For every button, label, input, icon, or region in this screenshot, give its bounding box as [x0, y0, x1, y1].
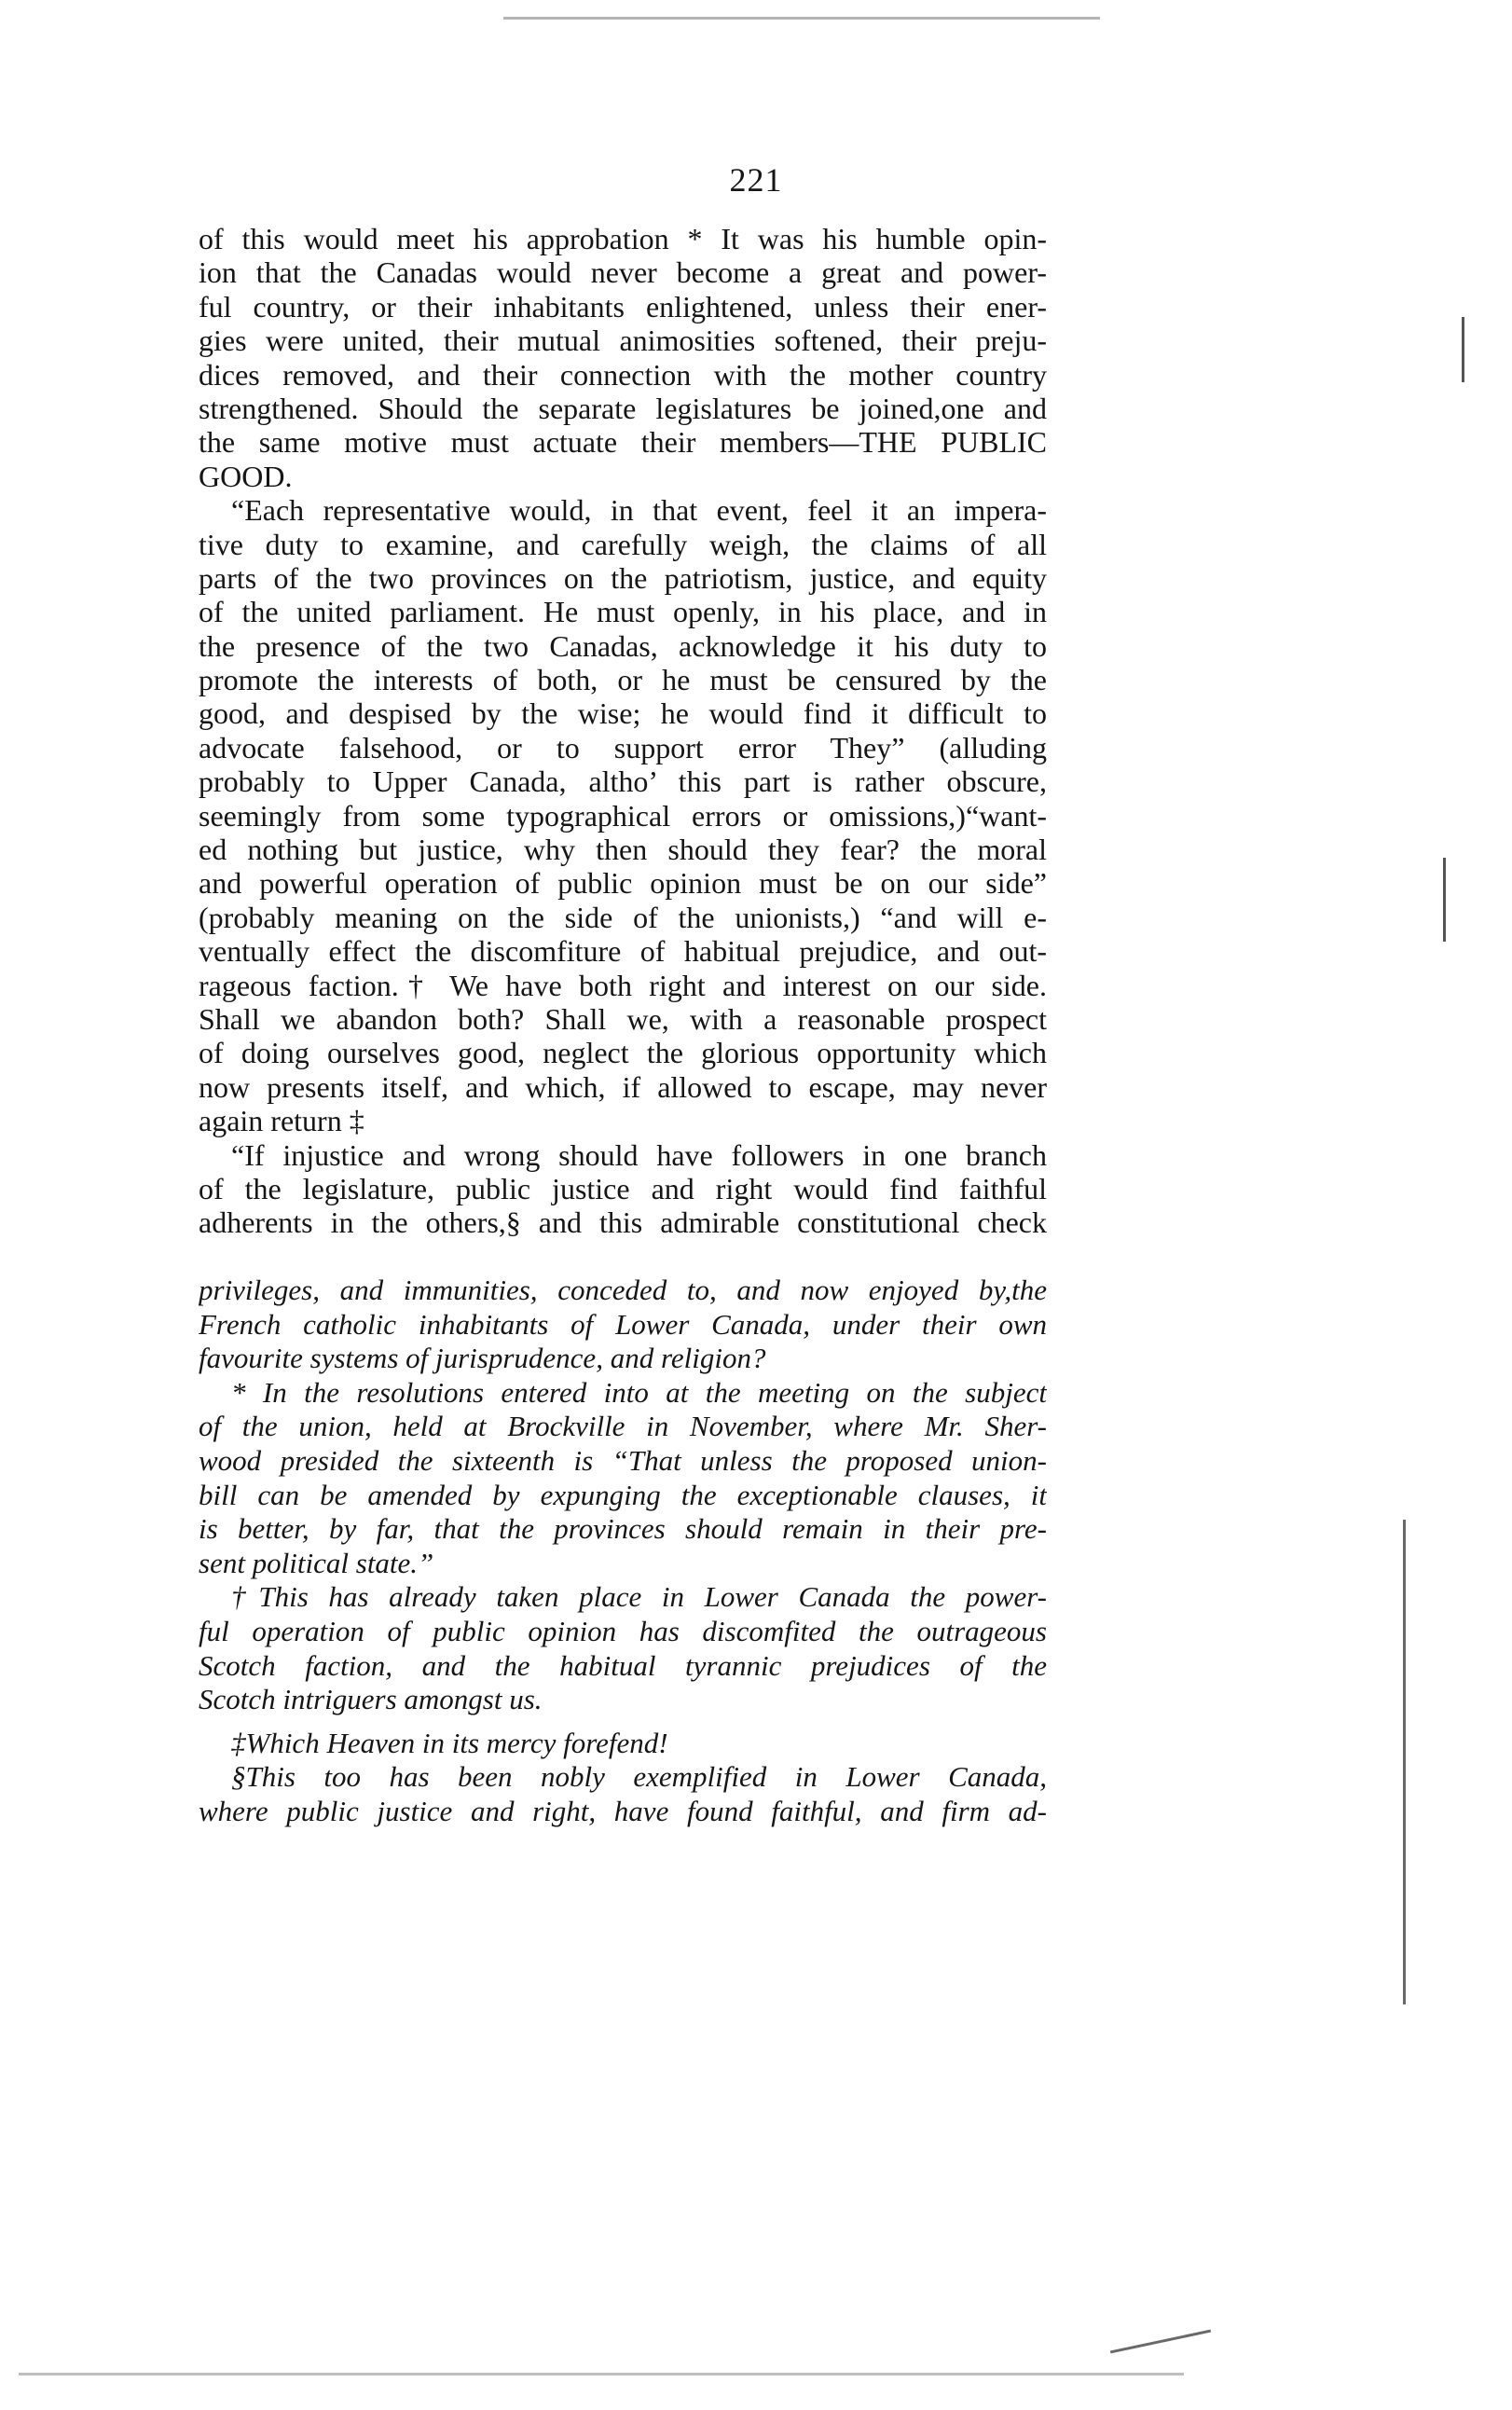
body-text-line: of the legislature, public justice and right would find faithful [199, 1171, 1047, 1205]
body-text-line: the presence of the two Canadas, acknowledge it his duty to [199, 628, 1047, 663]
body-text-line: advocate falsehood, or to support error They” (alluding [199, 730, 1047, 764]
scan-artifact-top-dashes [503, 17, 1100, 20]
scan-artifact-bottom-dashes [19, 2373, 1184, 2376]
body-text-line: adherents in the others,§ and this admirable constitutional check [199, 1205, 1047, 1240]
body-text-line: of doing ourselves good, neglect the glorious opportunity which [199, 1036, 1047, 1070]
body-text-line: tive duty to examine, and carefully weigh, the claims of all [199, 527, 1047, 561]
body-text-line: parts of the two provinces on the patriotism, justice, and equity [199, 560, 1047, 595]
body-text-line: the same motive must actuate their members—THE PUBLIC [199, 425, 1047, 460]
scan-artifact-right-mark-1 [1462, 317, 1464, 382]
footnote-line: ful operation of public opinion has discomfited the outrageous [199, 1614, 1047, 1647]
body-text-line: Shall we abandon both? Shall we, with a reasonable prospect [199, 1001, 1047, 1036]
footnote-line: Scotch intriguers amongst us. [199, 1683, 543, 1716]
body-text-line: ion that the Canadas would never become a great and power- [199, 255, 1047, 290]
body-text-line: of this would meet his approbation * It was his humble opin- [199, 222, 1047, 255]
body-text-line: ful country, or their inhabitants enlightened, unless their ener- [199, 289, 1047, 324]
body-text-line: dices removed, and their connection with the mother country [199, 357, 1047, 392]
footnote-line: ‡Which Heaven in its mercy forefend! [231, 1726, 668, 1759]
main-text-block [199, 222, 1047, 1240]
footnote-line: where public justice and right, have found faithful, and firm ad- [199, 1794, 1047, 1827]
body-text-line: of the united parliament. He must openly, in his place, and in [199, 595, 1047, 629]
body-text-line: strengthened. Should the separate legislatures be joined,one and [199, 391, 1047, 425]
footnote-gap [199, 1717, 1047, 1727]
body-text-line: gies were united, their mutual animosities softened, their preju- [199, 324, 1047, 358]
scan-artifact-right-margin-line [1403, 1520, 1406, 2004]
body-text-line: now presents itself, and which, if allowed to escape, may never [199, 1069, 1047, 1104]
body-text-line: ventually effect the discomfiture of habitual prejudice, and out- [199, 934, 1047, 969]
footnote-line: †This has already taken place in Lower Canada the power- [231, 1580, 1047, 1614]
body-text-line: “Each representative would, in that event, feel it an impera- [231, 493, 1047, 528]
scan-artifact-right-mark-2 [1443, 858, 1446, 942]
footnote-line: * In the resolutions entered into at the meeting on the subject [231, 1375, 1047, 1409]
footnote-line: sent political state.” [199, 1546, 434, 1579]
body-text-line: again return ‡ [199, 1104, 364, 1138]
page-number: 221 [729, 161, 783, 199]
footnotes-block [199, 1274, 1047, 1829]
footnote-line: of the union, held at Brockville in November, where Mr. Sher- [199, 1410, 1047, 1443]
body-text-line: promote the interests of both, or he must be censured by the [199, 663, 1047, 697]
body-text-line: good, and despised by the wise; he would find it difficult to [199, 696, 1047, 731]
body-text-line: (probably meaning on the side of the unionists,) “and will e- [199, 900, 1047, 934]
body-text-line: probably to Upper Canada, altho’ this part is rather obscure, [199, 764, 1047, 799]
footnote-line: privileges, and immunities, conceded to, and now enjoyed by,the [199, 1274, 1047, 1306]
footnote-line: French catholic inhabitants of Lower Canada, under their own [199, 1307, 1047, 1341]
footnote-line: wood presided the sixteenth is “That unless the proposed union- [199, 1443, 1047, 1477]
scan-artifact-bottom-right-stroke [1110, 2330, 1211, 2354]
footnote-line: favourite systems of jurisprudence, and religion? [199, 1342, 766, 1375]
footnote-line: bill can be amended by expunging the exceptionable clauses, it [199, 1478, 1047, 1511]
footnote-line: Scotch faction, and the habitual tyrannic prejudices of the [199, 1648, 1047, 1682]
footnote-line: §This too has been nobly exemplified in Lower Canada, [231, 1760, 1047, 1794]
body-text-line: seemingly from some typographical errors or omissions,)“want- [199, 798, 1047, 833]
body-text-line: ed nothing but justice, why then should they fear? the moral [199, 833, 1047, 867]
body-text-line: rageous faction.† We have both right and interest on our side. [199, 968, 1047, 1002]
body-text-line: and powerful operation of public opinion must be on our side” [199, 866, 1047, 901]
body-text-line: GOOD. [199, 459, 293, 493]
footnote-line: is better, by far, that the provinces should remain in their pre- [199, 1512, 1047, 1546]
body-text-line: “If injustice and wrong should have followers in one branch [231, 1137, 1047, 1172]
